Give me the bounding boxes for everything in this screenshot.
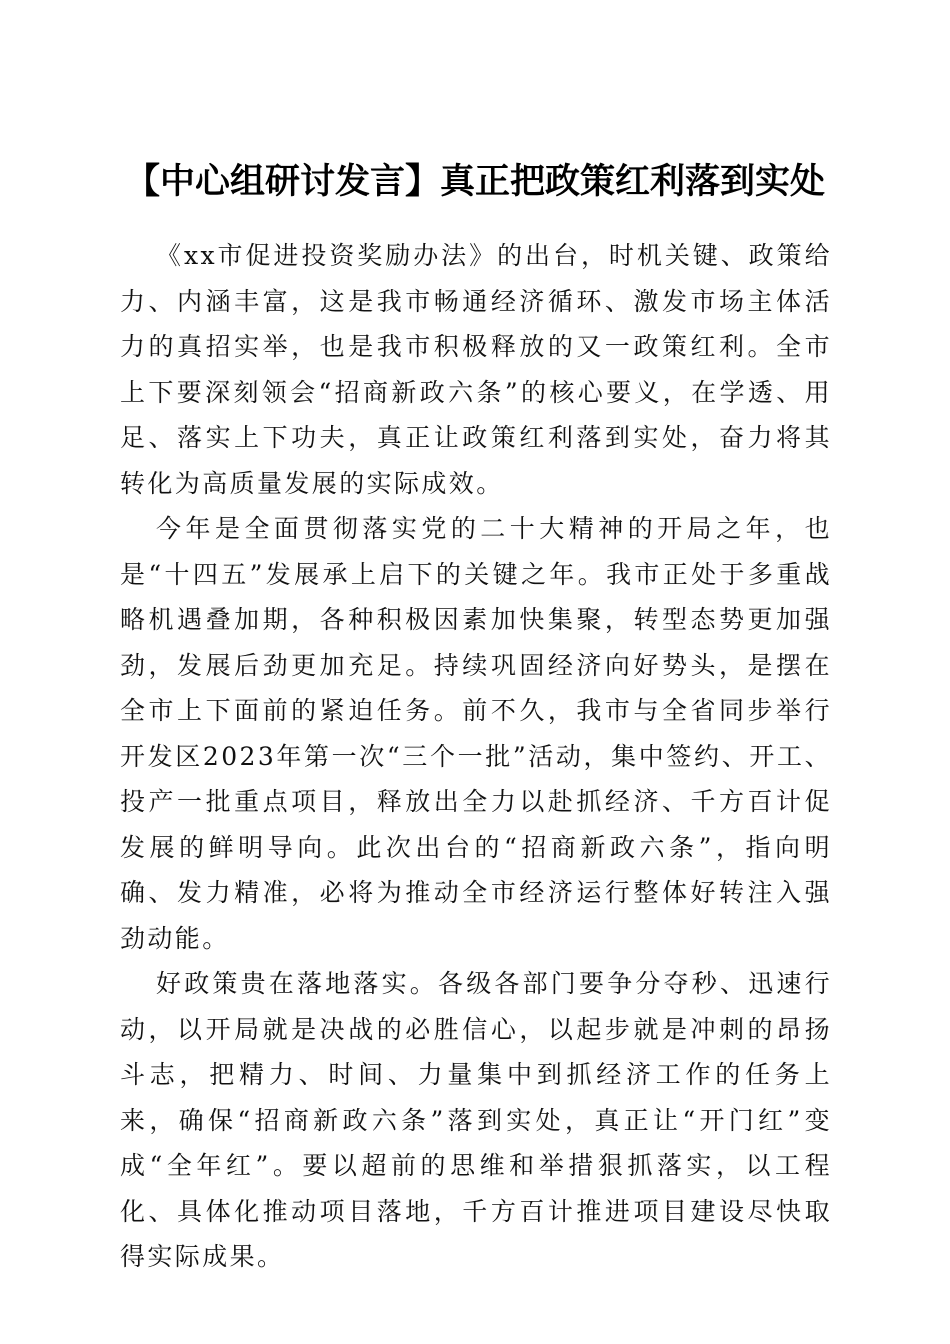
- document-body: [120, 233, 832, 1280]
- document-title: 【中心组研讨发言】真正把政策红利落到实处: [124, 161, 825, 203]
- paragraph-1: 《xx市促进投资奖励办法》的出台，时机关键、政策给力、内涵丰富，这是我市畅通经济循环、激发市场主体活力的真招实举，也是我市积极释放的又一政策红利。全市上下要深刻领会“招商新政六条”的核心要义，在学透、用足、落实上下功夫，真正让政策红利落到实处，奋力将其转化为高质量发展的实际成效。: [120, 241, 832, 498]
- paragraph-3: 好政策贵在落地落实。各级各部门要争分夺秒、迅速行动，以开局就是决战的必胜信心，以起步就是冲刺的昂扬斗志，把精力、时间、力量集中到抓经济工作的任务上来，确保“招商新政六条”落到实处，真正让“开门红”变成“全年红”。要以超前的思维和举措狠抓落实，以工程化、具体化推动项目落地，千方百计推进项目建设尽快取得实际成果。: [120, 969, 832, 1271]
- paragraph-2: 今年是全面贯彻落实党的二十大精神的开局之年，也是“十四五”发展承上启下的关键之年。我市正处于多重战略机遇叠加期，各种积极因素加快集聚，转型态势更加强劲，发展后劲更加充足。持续巩固经济向好势头，是摆在全市上下面前的紧迫任务。前不久，我市与全省同步举行开发区2023年第一次“三个一批”活动，集中签约、开工、投产一批重点项目，释放出全力以赴抓经济、千方百计促发展的鲜明导向。此次出台的“招商新政六条”，指向明确、发力精准，必将为推动全市经济运行整体好转注入强劲动能。: [120, 514, 832, 953]
